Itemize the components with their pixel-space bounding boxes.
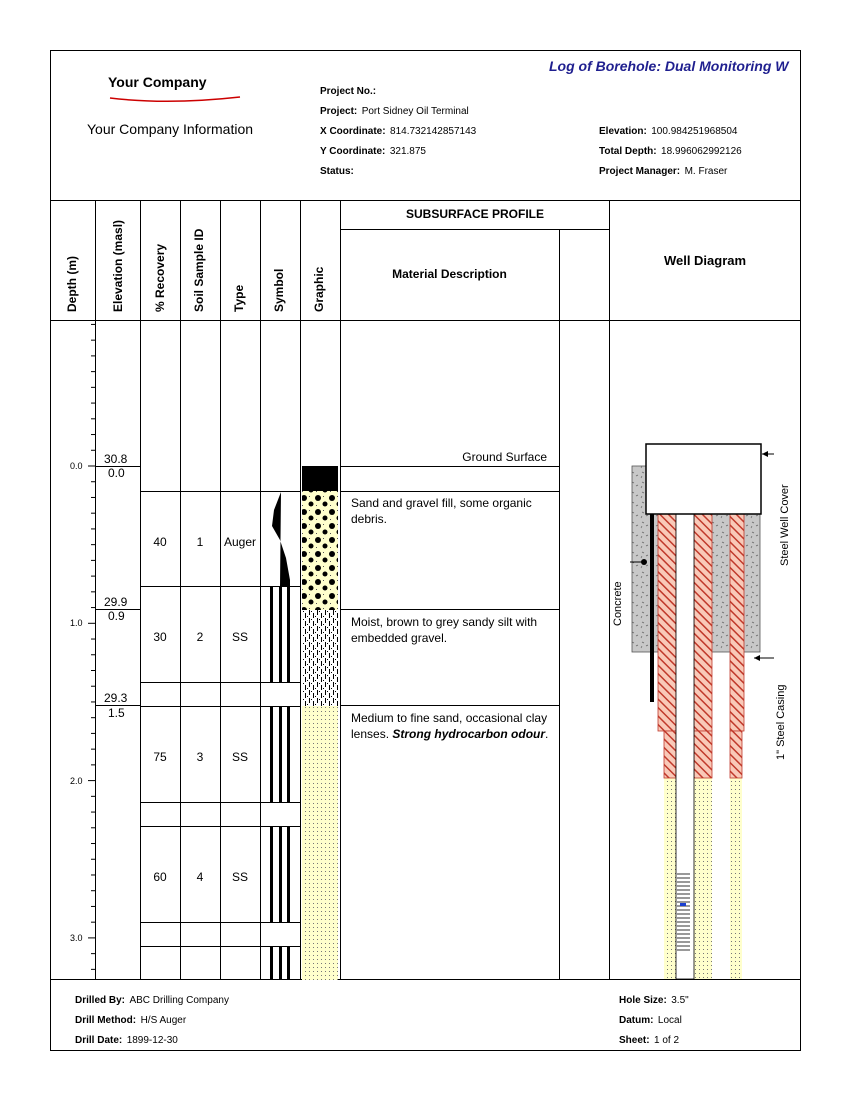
riser-pipe (676, 514, 694, 979)
water-level-icon (680, 903, 686, 906)
silt-graphic (302, 610, 338, 706)
depth-tick-label: 1.0 (70, 618, 83, 628)
layer-description: Sand and gravel fill, some organic debris. (351, 496, 532, 526)
symbol-column (260, 480, 300, 980)
sample-id-value: 1 (196, 535, 204, 549)
elevation-value: 29.3 (104, 691, 128, 705)
layer-line (340, 609, 559, 610)
subsurface-divider (340, 229, 610, 230)
y-coordinate-row: Y Coordinate: 321.875 (320, 146, 426, 157)
project-manager-row: Project Manager: M. Fraser (599, 166, 728, 177)
company-info: Your Company Information (87, 121, 254, 137)
hole-size-row: Hole Size: 3.5" (619, 995, 689, 1006)
company-logo (108, 74, 248, 108)
type-value: Auger (223, 535, 257, 549)
x-coordinate-row: X Coordinate: 814.732142857143 (320, 126, 477, 137)
elevation-depth: 0.0 (108, 466, 125, 480)
elevation-row: Elevation: 100.984251968504 (599, 126, 738, 137)
steel-well-cover (646, 444, 761, 514)
layer-description: Moist, brown to grey sandy silt with embedded gravel. (351, 615, 538, 645)
column-header-divider (50, 320, 800, 321)
status-row: Status: (320, 166, 354, 177)
company-logo-text: Your Company (108, 74, 207, 90)
layer-description: Medium to fine sand, occasional clay lenses. Strong hydrocarbon odour. (351, 711, 549, 741)
log-title: Log of Borehole: Dual Monitoring W (549, 58, 789, 74)
sample-id-value: 3 (196, 750, 204, 764)
graphic-header: Graphic (312, 266, 326, 312)
steel-casing (650, 514, 654, 702)
datum-row: Datum: Local (619, 1015, 682, 1026)
sample-id-value: 4 (196, 870, 204, 884)
split-spoon-symbol-icon (270, 827, 273, 922)
elevation-value: 30.8 (104, 452, 128, 466)
col-line (140, 200, 141, 980)
depth-header: Depth (m) (65, 256, 79, 312)
split-spoon-symbol-icon (270, 707, 273, 802)
well-header: Well Diagram (663, 253, 747, 268)
header-divider (50, 200, 800, 201)
elevation-header: Elevation (masl) (111, 219, 125, 312)
fill-graphic (302, 491, 338, 610)
graphic-column (300, 466, 340, 980)
material-header: Material Description (392, 267, 507, 281)
auger-symbol-icon (272, 492, 290, 586)
total-depth-row: Total Depth: 18.996062992126 (599, 146, 742, 157)
col-line (559, 229, 560, 980)
sheet-row: Sheet: 1 of 2 (619, 1035, 680, 1046)
ground-surface-graphic (302, 466, 338, 491)
sample-id-value: 2 (196, 630, 204, 644)
recovery-value: 75 (153, 750, 167, 764)
footer-divider (50, 979, 800, 980)
subsurface-header: SUBSURFACE PROFILE (405, 207, 544, 221)
logo-swoosh-icon (108, 95, 248, 103)
recovery-value: 30 (153, 630, 167, 644)
drill-date-row: Drill Date: 1899-12-30 (75, 1035, 178, 1046)
well-cover-label: Steel Well Cover (779, 484, 791, 566)
sand-graphic (302, 706, 338, 980)
recovery-header: % Recovery (153, 243, 167, 312)
type-value: SS (231, 630, 248, 644)
symbol-header: Symbol (272, 268, 286, 312)
col-line (340, 200, 341, 980)
type-value: SS (231, 750, 248, 764)
ground-surface-label: Ground Surface (462, 450, 547, 464)
elevation-depth: 1.5 (108, 706, 125, 720)
type-value: SS (231, 870, 248, 884)
depth-tick-label: 0.0 (70, 461, 83, 471)
split-spoon-symbol-icon (270, 587, 273, 682)
recovery-value: 40 (153, 535, 167, 549)
depth-tick-label: 2.0 (70, 776, 83, 786)
sample-id-header: Soil Sample ID (192, 228, 206, 312)
col-line (220, 200, 221, 980)
drilled-by-row: Drilled By: ABC Drilling Company (75, 995, 229, 1006)
col-line (180, 200, 181, 980)
layer-line (340, 705, 559, 706)
project-no-row: Project No.: (320, 86, 377, 97)
elevation-value: 29.9 (104, 595, 128, 609)
depth-scale (50, 320, 100, 980)
recovery-value: 60 (153, 870, 167, 884)
depth-tick-label: 3.0 (70, 933, 83, 943)
grout-hatch (658, 514, 676, 731)
drill-method-row: Drill Method: H/S Auger (75, 1015, 187, 1026)
elevation-depth: 0.9 (108, 609, 125, 623)
well-diagram (610, 440, 799, 979)
layer-line (340, 491, 559, 492)
layer-line (340, 466, 559, 467)
concrete-label: Concrete (612, 581, 624, 626)
type-header: Type (232, 284, 246, 312)
project-row: Project: Port Sidney Oil Terminal (320, 106, 469, 117)
steel-casing-label: 1" Steel Casing (775, 684, 787, 760)
